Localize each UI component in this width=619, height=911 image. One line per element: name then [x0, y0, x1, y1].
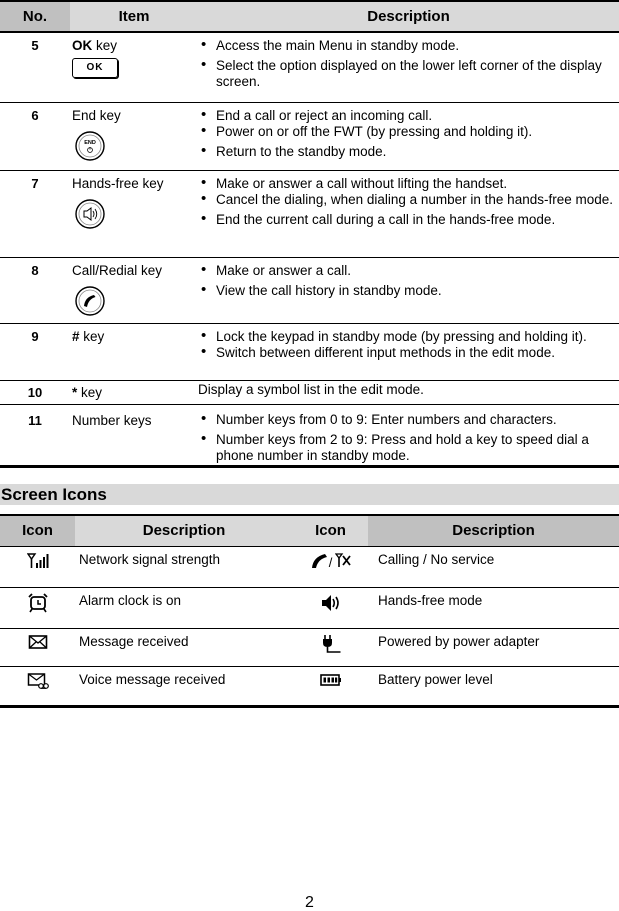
ok-key-icon: OK	[72, 58, 118, 78]
row-item	[70, 323, 198, 380]
table-row	[0, 170, 619, 257]
item-text: Hands-free key	[72, 175, 164, 191]
icon-cell	[293, 546, 368, 587]
icon-cell	[0, 546, 75, 587]
list-item: • Lock the keypad in standby mode (by pressing and holding it).	[216, 329, 615, 345]
hands-free-icon	[320, 593, 342, 613]
svg-text:END: END	[84, 139, 96, 146]
screen-icons-table	[0, 514, 619, 708]
end-key-icon	[74, 130, 106, 162]
icon-cell	[0, 628, 75, 666]
row-item	[70, 32, 198, 102]
table-row	[0, 666, 619, 706]
row-item	[70, 380, 198, 404]
item-text: End key	[72, 107, 121, 123]
list-item: • Power on or off the FWT (by pressing and holding it).	[216, 124, 615, 140]
item-text: Call/Redial key	[72, 262, 163, 278]
row-item	[70, 257, 198, 323]
header-icon: Icon	[0, 515, 75, 546]
list-item: • Switch between different input methods in the edit mode.	[216, 345, 615, 361]
no-service-icon	[335, 552, 351, 570]
header-item: Item	[118, 8, 150, 25]
list-item: • End a call or reject an incoming call.	[216, 108, 615, 124]
header-no: No.	[0, 1, 70, 32]
table-row	[0, 380, 619, 404]
header-description: Description	[367, 8, 450, 25]
page-number: 2	[305, 894, 314, 911]
row-item	[70, 170, 198, 257]
icon-description: Powered by power adapter	[378, 633, 540, 649]
hands-free-key-icon	[74, 198, 106, 230]
row-description	[198, 257, 619, 323]
item-bold: OK	[72, 38, 93, 53]
item-text: key	[92, 38, 118, 53]
icon-description: Calling / No service	[378, 551, 495, 567]
keys-table-header	[0, 1, 619, 32]
row-description	[198, 323, 619, 380]
row-item	[70, 404, 198, 466]
icon-cell	[293, 666, 368, 706]
row-description: Display a symbol list in the edit mode.	[198, 381, 424, 397]
row-number: 9	[31, 328, 39, 344]
list-item: • Make or answer a call.	[216, 263, 615, 279]
icon-description: Hands-free mode	[378, 592, 483, 608]
section-title-screen-icons: Screen Icons	[0, 484, 619, 505]
table-row	[0, 323, 619, 380]
icon-description: Alarm clock is on	[79, 592, 182, 608]
row-number: 5	[31, 38, 39, 53]
row-description	[198, 404, 619, 466]
list-item: • End the current call during a call in the hands-free mode.	[216, 212, 615, 228]
list-item: • View the call history in standby mode.	[216, 283, 615, 299]
list-item: • Make or answer a call without lifting the handset.	[216, 176, 615, 192]
row-number: 7	[31, 175, 39, 191]
list-item: • Access the main Menu in standby mode.	[216, 38, 615, 54]
header-description: Description	[368, 515, 619, 546]
icon-cell	[293, 628, 368, 666]
icon-description: Message received	[79, 633, 189, 649]
row-number: 10	[27, 384, 43, 400]
item-text: key	[79, 328, 105, 344]
call-redial-key-icon	[74, 285, 106, 317]
signal-strength-icon	[27, 552, 49, 570]
header-description: Description	[75, 515, 293, 546]
icon-cell	[0, 666, 75, 706]
icons-table-header	[0, 515, 619, 546]
list-item: • Number keys from 2 to 9: Press and hold a key to speed dial a phone number in standby mode.	[216, 432, 615, 464]
table-row	[0, 587, 619, 628]
row-description	[198, 102, 619, 170]
list-item: • Cancel the dialing, when dialing a number in the hands-free mode.	[216, 192, 615, 208]
power-adapter-icon	[320, 634, 342, 654]
table-row	[0, 32, 619, 102]
table-row	[0, 102, 619, 170]
calling-icon	[310, 552, 328, 570]
item-text: Number keys	[72, 412, 152, 428]
row-description	[198, 32, 619, 102]
list-item: • Select the option displayed on the lower left corner of the display screen.	[216, 58, 615, 90]
item-bold: *	[72, 384, 78, 400]
row-number: 11	[28, 412, 42, 428]
voice-message-icon	[27, 672, 49, 690]
item-text: key	[77, 384, 103, 400]
table-row	[0, 628, 619, 666]
row-description	[198, 170, 619, 257]
row-number: 8	[31, 262, 39, 278]
header-icon: Icon	[293, 515, 368, 546]
icon-cell	[0, 587, 75, 628]
item-bold: #	[72, 328, 80, 344]
separator: /	[328, 554, 333, 570]
list-item: • Return to the standby mode.	[216, 144, 615, 160]
icon-description: Voice message received	[79, 671, 226, 687]
battery-icon	[320, 672, 342, 688]
icon-description: Network signal strength	[79, 551, 221, 567]
row-number: 6	[31, 107, 39, 123]
list-item: • Number keys from 0 to 9: Enter numbers and characters.	[216, 412, 615, 428]
icon-cell	[293, 587, 368, 628]
table-row	[0, 404, 619, 466]
alarm-clock-icon	[27, 593, 49, 613]
table-row	[0, 257, 619, 323]
icon-description: Battery power level	[378, 671, 493, 687]
row-item	[70, 102, 198, 170]
message-icon	[28, 634, 48, 650]
table-row	[0, 546, 619, 587]
